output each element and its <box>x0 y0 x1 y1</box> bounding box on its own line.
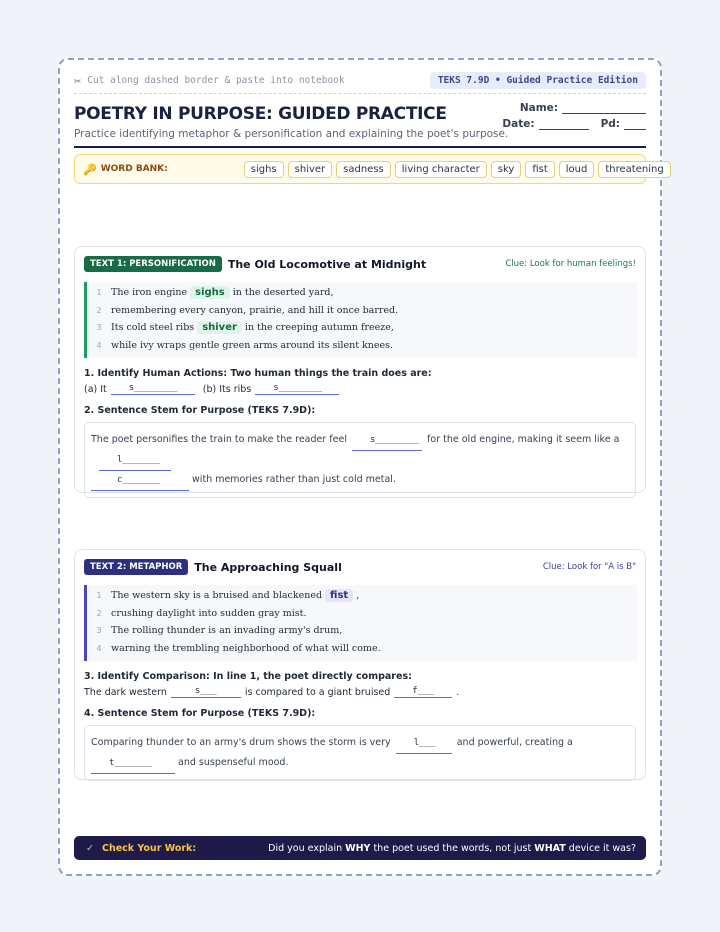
q3-text: is compared to a giant bruised <box>244 686 391 698</box>
check-message <box>268 843 636 854</box>
date-field[interactable] <box>539 120 589 130</box>
check-your-work-bar <box>74 836 646 860</box>
line-text: The western sky is a bruised and blackened <box>111 590 323 602</box>
line-text: The rolling thunder is an invading army's drum, <box>111 625 343 637</box>
line-text: The iron engine <box>111 287 188 299</box>
word-chip: loud <box>559 161 595 178</box>
check-what: WHAT <box>534 842 566 854</box>
line-text: crushing daylight into sudden gray mist. <box>111 607 307 619</box>
word-chip: sighs <box>244 161 284 178</box>
question-1-answers <box>84 383 636 395</box>
text1-card <box>74 246 646 493</box>
poem-line <box>87 337 637 355</box>
date-label: Date: <box>502 118 535 130</box>
line-number: 4 <box>96 340 102 350</box>
highlight-word: shiver <box>197 321 242 334</box>
line-number: 3 <box>96 323 102 333</box>
worksheet-sheet <box>58 58 662 876</box>
stem-text: for the old engine, making it seem like a <box>427 434 620 445</box>
word-chip: threatening <box>598 161 670 178</box>
word-bank-label: WORD BANK: <box>100 164 168 174</box>
poem-line <box>87 640 637 658</box>
stem-blank-2[interactable]: t_______ <box>91 754 175 774</box>
text1-tag: TEXT 1: PERSONIFICATION <box>84 256 222 272</box>
header-divider <box>74 146 646 148</box>
text1-title: The Old Locomotive at Midnight <box>227 257 427 271</box>
text1-poem <box>84 282 637 358</box>
stem-blank-2[interactable]: l_______ <box>99 451 171 471</box>
q3-text: The dark western <box>84 686 167 698</box>
question-3: 3. Identify Comparison: In line 1, the poet directly compares: <box>84 671 412 682</box>
check-why: WHY <box>345 842 371 854</box>
q3-text: . <box>456 686 460 698</box>
answer-a-label: (a) It <box>84 383 107 395</box>
line-text: in the creeping autumn freeze, <box>244 322 394 334</box>
check-text: the poet used the words, not just <box>370 842 535 854</box>
word-chip: sadness <box>336 161 391 178</box>
line-text: warning the trembling neighborhood of what will come. <box>111 642 381 654</box>
period-field[interactable] <box>624 120 646 130</box>
key-icon: 🔑 <box>83 162 97 176</box>
line-number: 4 <box>96 643 102 653</box>
text2-poem <box>84 585 637 661</box>
student-info <box>502 102 646 134</box>
cut-instruction <box>74 74 345 88</box>
line-text: while ivy wraps gentle green arms around its silent knees. <box>111 339 394 351</box>
check-icon: ✓ <box>86 842 94 854</box>
cut-instructions-bar <box>74 72 646 94</box>
stem-blank-1[interactable]: l___ <box>396 734 452 754</box>
check-label: Check Your Work: <box>101 842 197 854</box>
poem-line <box>87 302 637 320</box>
check-text: device it was? <box>565 842 636 854</box>
text2-clue: Clue: Look for "A is B" <box>542 562 636 572</box>
check-text: Did you explain <box>268 842 346 854</box>
word-chip: fist <box>525 161 554 178</box>
answer-b-blank[interactable]: s________ <box>255 383 339 395</box>
question-4-stem <box>84 725 636 781</box>
line-text: Its cold steel ribs <box>111 322 195 334</box>
line-number: 3 <box>96 626 102 636</box>
answer-b-label: (b) Its ribs <box>202 383 252 395</box>
line-text: , <box>356 590 360 602</box>
line-number: 1 <box>96 288 102 298</box>
text2-title: The Approaching Squall <box>194 560 342 574</box>
question-4: 4. Sentence Stem for Purpose (TEKS 7.9D): <box>84 708 316 719</box>
page-title: POETRY IN PURPOSE: GUIDED PRACTICE <box>74 104 447 124</box>
scissors-icon: ✂ <box>74 73 82 88</box>
word-bank <box>74 154 664 184</box>
poem-line <box>87 284 637 302</box>
question-2: 2. Sentence Stem for Purpose (TEKS 7.9D): <box>84 405 316 416</box>
highlight-word: sighs <box>190 286 230 299</box>
cut-text: Cut along dashed border & paste into notebook <box>87 75 345 86</box>
stem-text: and powerful, creating a <box>456 737 573 748</box>
stem-blank-1[interactable]: s________ <box>352 431 422 451</box>
page-subtitle: Practice identifying metaphor & personification and explaining the poet's purpose. <box>74 128 509 140</box>
line-number: 1 <box>96 591 102 601</box>
period-label: Pd: <box>600 118 620 130</box>
text2-tag: TEXT 2: METAPHOR <box>84 559 188 575</box>
question-1: 1. Identify Human Actions: Two human things the train does are: <box>84 368 432 379</box>
text2-card <box>74 549 646 780</box>
line-number: 2 <box>96 608 102 618</box>
word-chip: living character <box>395 161 487 178</box>
name-label: Name: <box>519 102 558 114</box>
edition-badge: TEKS 7.9D • Guided Practice Edition <box>430 72 646 89</box>
line-text: in the deserted yard, <box>232 287 334 299</box>
poem-line <box>87 319 637 337</box>
question-2-stem <box>84 422 636 498</box>
stem-blank-3[interactable]: c_______ <box>91 471 189 491</box>
stem-text: The poet personifies the train to make the reader feel <box>91 434 347 445</box>
highlight-word: fist <box>325 589 353 602</box>
question-3-answers <box>84 686 636 698</box>
stem-text: Comparing thunder to an army's drum shows the storm is very <box>91 737 391 748</box>
poem-line <box>87 587 637 605</box>
poem-line <box>87 622 637 640</box>
q3-blank-1[interactable]: s___ <box>171 686 241 698</box>
stem-text: and suspenseful mood. <box>178 757 289 768</box>
answer-a-blank[interactable]: s________ <box>111 383 195 395</box>
line-text: remembering every canyon, prairie, and hill it once barred. <box>111 304 399 316</box>
stem-text: with memories rather than just cold metal. <box>192 474 396 485</box>
line-number: 2 <box>96 305 102 315</box>
name-field[interactable] <box>562 104 646 114</box>
word-chip: shiver <box>288 161 333 178</box>
poem-line <box>87 605 637 623</box>
text1-clue: Clue: Look for human feelings! <box>505 259 636 269</box>
q3-blank-2[interactable]: f___ <box>394 686 452 698</box>
word-chip: sky <box>491 161 522 178</box>
